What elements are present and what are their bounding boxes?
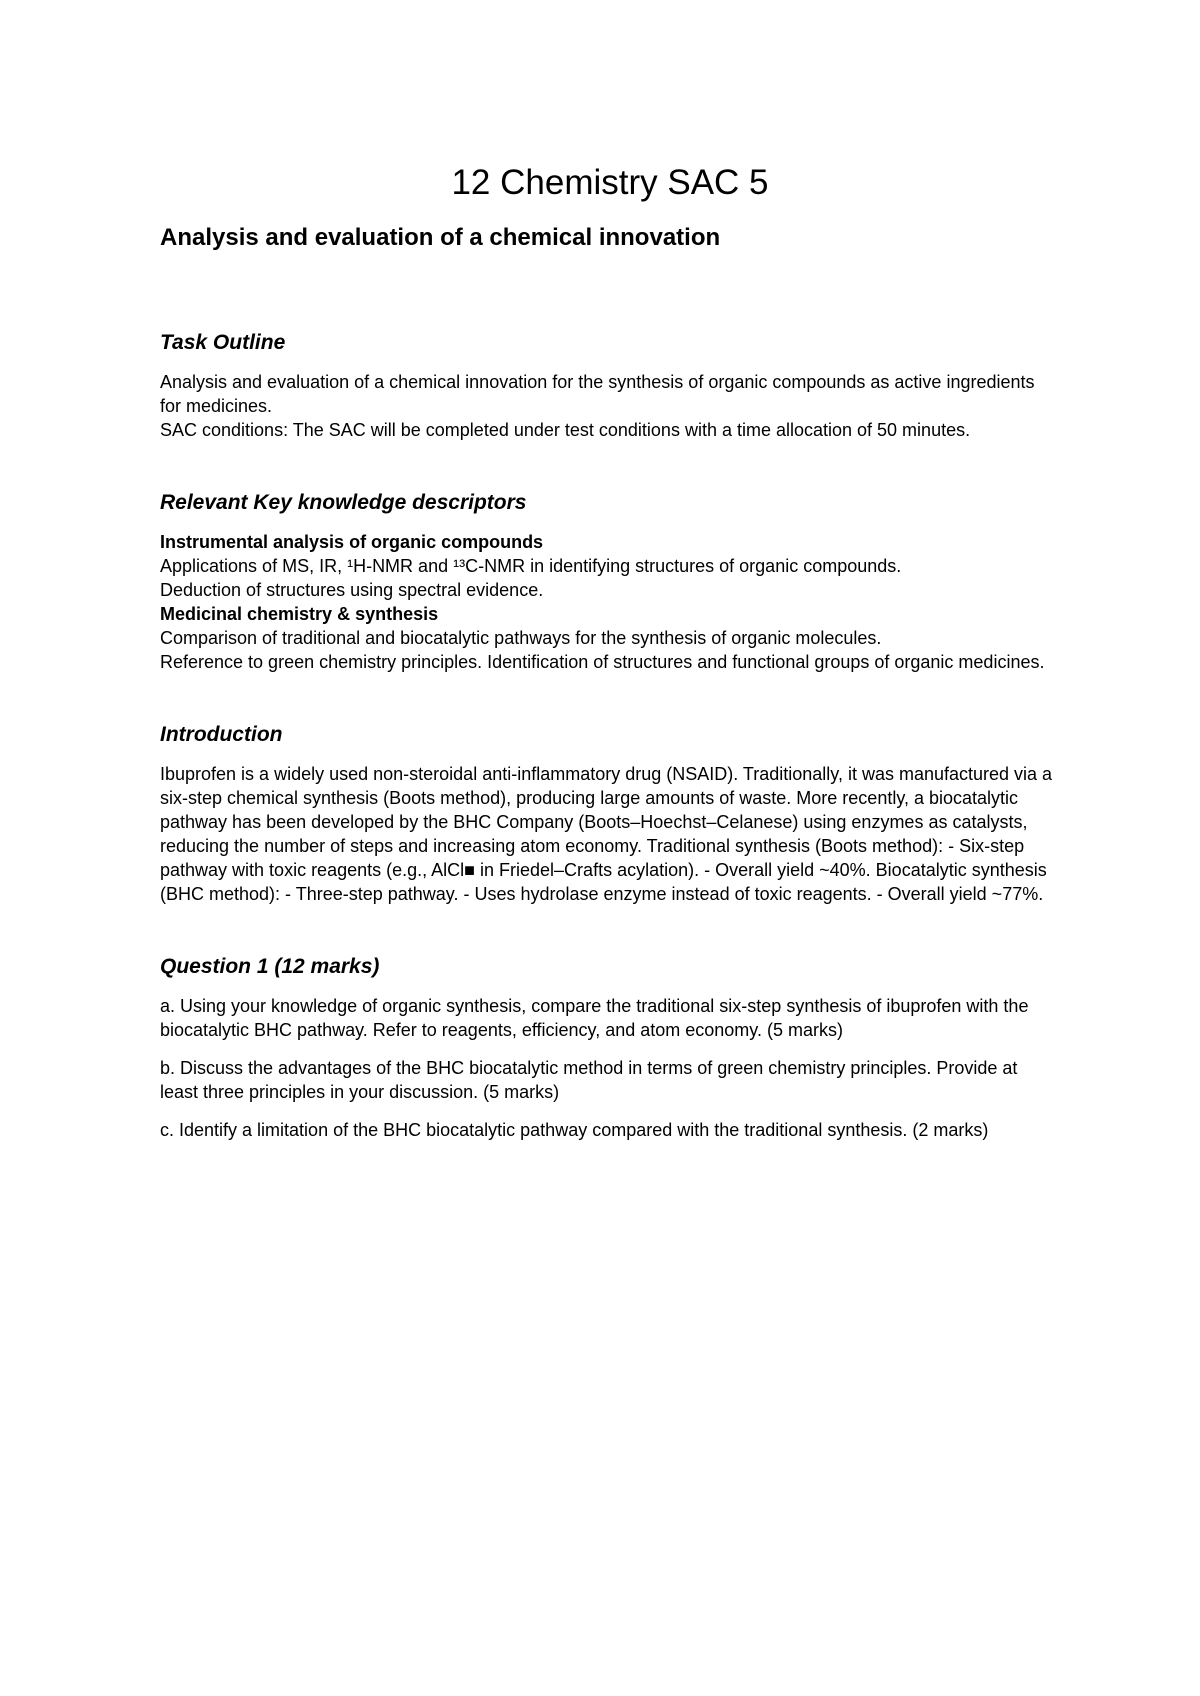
task-outline-section xyxy=(160,330,1060,442)
document-subtitle: Analysis and evaluation of a chemical innovation xyxy=(160,224,721,251)
key-knowledge-heading: Relevant Key knowledge descriptors xyxy=(160,491,527,514)
document-title: 12 Chemistry SAC 5 xyxy=(451,163,769,202)
introduction-text: Ibuprofen is a widely used non-steroidal anti-inflammatory drug (NSAID). Traditionally, it was manufactured via a six-step chemical synthesis (Boots method), producing large amounts of waste. More recently, a biocatalytic pathway has been developed by the BHC Company (Boots–Hoechst–Celanese) using enzymes as catalysts, reducing the number of steps and increasing atom economy. Traditional synthesis (Boots method): - Six-step pathway with toxic reagents (e.g., AlCl■ in Friedel–Crafts acylation). - Overall yield ~40%. Biocatalytic synthesis (BHC method): - Three-step pathway. - Uses hydrolase enzyme instead of toxic reagents. - Overall yield ~77%. xyxy=(160,764,1053,904)
question-1-section xyxy=(160,954,1060,1142)
introduction-heading: Introduction xyxy=(160,723,283,746)
task-outline-heading: Task Outline xyxy=(160,331,286,354)
pathways-comparison-line: Comparison of traditional and biocatalytic pathways for the synthesis of organic molecules. xyxy=(160,628,882,648)
question-1-heading: Question 1 (12 marks) xyxy=(160,955,380,978)
instrumental-analysis-subheading: Instrumental analysis of organic compounds xyxy=(160,532,544,552)
question-1c: c. Identify a limitation of the BHC biocatalytic pathway compared with the traditional synthesis. (2 marks) xyxy=(160,1120,989,1140)
spectral-evidence-line: Deduction of structures using spectral evidence. xyxy=(160,580,544,600)
key-knowledge-section xyxy=(160,490,1060,674)
green-chemistry-line: Reference to green chemistry principles. Identification of structures and functional groups of organic medicines. xyxy=(160,652,1045,672)
task-outline-description: Analysis and evaluation of a chemical innovation for the synthesis of organic compounds as active ingredients for medicines. xyxy=(160,372,1035,416)
medicinal-chemistry-subheading: Medicinal chemistry & synthesis xyxy=(160,604,439,624)
document-page xyxy=(160,160,1060,1190)
introduction-section xyxy=(160,722,1060,906)
instrumental-analysis-line: Applications of MS, IR, ¹H-NMR and ¹³C-NMR in identifying structures of organic compounds. xyxy=(160,556,902,576)
sac-conditions: SAC conditions: The SAC will be completed under test conditions with a time allocation of 50 minutes. xyxy=(160,420,971,440)
question-1a: a. Using your knowledge of organic synthesis, compare the traditional six-step synthesis of ibuprofen with the biocatalytic BHC pathway. Refer to reagents, efficiency, and atom economy. (5 marks) xyxy=(160,996,1029,1040)
question-1b: b. Discuss the advantages of the BHC biocatalytic method in terms of green chemistry principles. Provide at least three principles in your discussion. (5 marks) xyxy=(160,1058,1018,1102)
